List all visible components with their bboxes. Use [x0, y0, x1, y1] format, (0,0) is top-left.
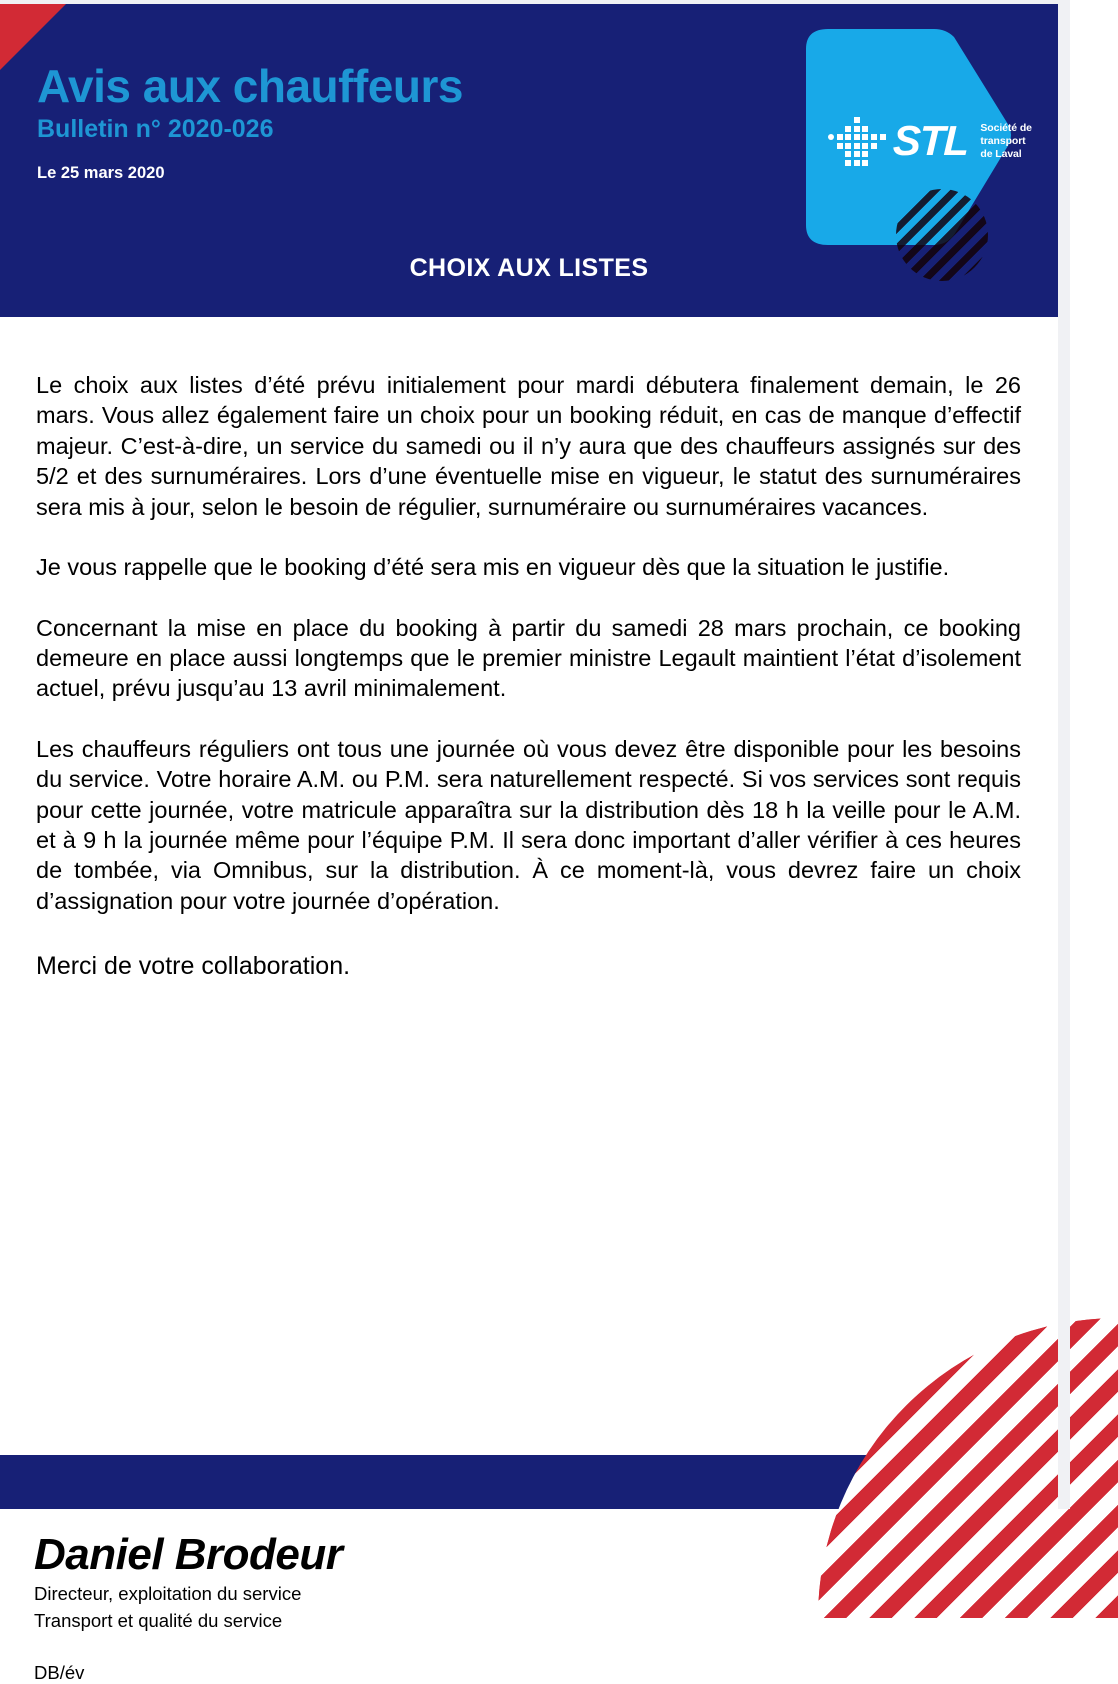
document-subject-heading: CHOIX AUX LISTES	[409, 254, 649, 282]
paragraph-4: Les chauffeurs réguliers ont tous une journée où vous devez être disponible pour les besoins du service. Votre horaire A.M. ou P.M. sera naturellement respecté. Si vos services sont requis pour cette journée, votre matricule apparaîtra sur la distribution dès 18 h la veille pour le A.M. et à 9 h la journée même pour l’équipe P.M. Il sera donc important d’aller vérifier à ces heures de tombée, via Omnibus, sur la distribution. À ce moment-là, vous devrez faire un choix d’assignation pour votre journée d’opération.	[36, 735, 1021, 914]
signatory-title-line-1: Directeur, exploitation du service	[34, 1583, 302, 1605]
bulletin-number: Bulletin n° 2020-026	[37, 115, 274, 144]
page-edge-right	[1058, 0, 1070, 1509]
signatory-title-line-2: Transport et qualité du service	[34, 1610, 283, 1632]
logo-lockup	[828, 117, 1032, 166]
stl-tagline	[980, 122, 1032, 160]
signatory-name: Daniel Brodeur	[34, 1530, 343, 1579]
closing-line: Merci de votre collaboration.	[36, 952, 351, 981]
page-title: Avis aux chauffeurs	[37, 60, 463, 112]
stl-wordmark: STL	[891, 117, 969, 165]
typist-initials: DB/év	[34, 1662, 85, 1684]
paragraph-2: Je vous rappelle que le booking d’été sera mis en vigueur dès que la situation le justifie.	[36, 554, 950, 581]
logo-striped-circle-decor	[896, 189, 988, 281]
stl-dot-cross-icon	[828, 117, 886, 166]
bulletin-date: Le 25 mars 2020	[37, 164, 165, 183]
stl-tagline-line-1: Société de	[980, 122, 1032, 135]
signature-block	[34, 1532, 634, 1684]
footer-striped-overlay-decor	[818, 1455, 1058, 1509]
masthead	[37, 62, 677, 183]
stl-tagline-line-2: transport	[980, 135, 1026, 148]
paragraph-3: Concernant la mise en place du booking à partir du samedi 28 mars prochain, ce booking demeure en place aussi longtemps que le premier ministre Legault maintient l’état d’isolement actuel, prévu jusqu’au 13 avril minimalement.	[36, 614, 1021, 702]
document-header	[0, 4, 1058, 317]
stl-tagline-line-3: de Laval	[980, 147, 1022, 160]
paragraph-1: Le choix aux listes d’été prévu initialement pour mardi débutera finalement demain, le 26 mars. Vous allez également faire un choix pour un booking réduit, en cas de manque d’effectif majeur. C’est-à-dire, un service du samedi ou il n’y aura que des chauffeurs assignés sur des 5/2 et des surnuméraires. Lors d’une éventuelle mise en vigueur, le statut des surnuméraires sera mis à jour, selon le besoin de régulier, surnuméraire ou surnuméraires vacances.	[36, 372, 1021, 520]
stl-logo	[806, 29, 1046, 269]
letter-content	[36, 370, 1021, 983]
page-edge-top	[0, 0, 1070, 4]
